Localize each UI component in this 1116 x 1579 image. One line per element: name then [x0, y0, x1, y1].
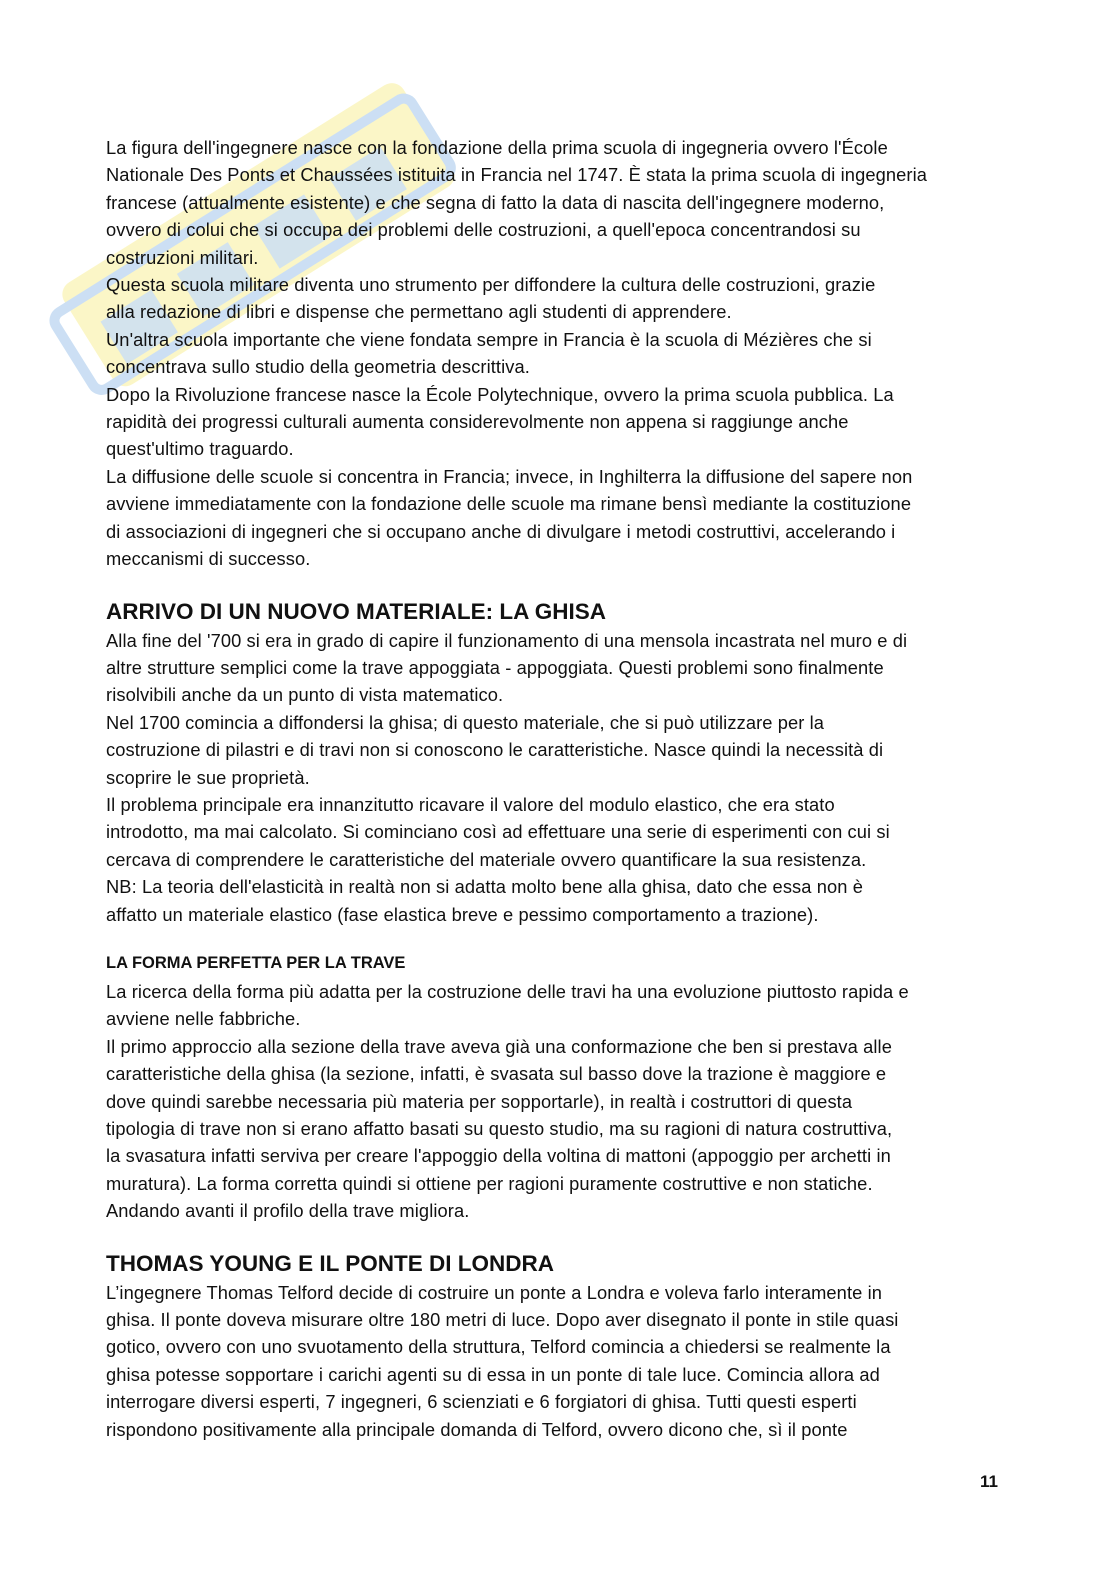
text-line: altre strutture semplici come la trave appoggiata - appoggiata. Questi problemi sono finalmente [106, 656, 884, 678]
text-line: Il primo approccio alla sezione della trave aveva già una conformazione che ben si prestava alle [106, 1035, 892, 1057]
text-line: scoprire le sue proprietà. [106, 766, 310, 788]
text-line: muratura). La forma corretta quindi si ottiene per ragioni puramente costruttive e non statiche. [106, 1172, 873, 1194]
section-young-body [106, 1279, 1006, 1443]
intro-paragraph [106, 134, 1006, 573]
text-line: La figura dell'ingegnere nasce con la fondazione della prima scuola di ingegneria ovvero l'École [106, 137, 888, 158]
section-heading-young: THOMAS YOUNG E IL PONTE DI LONDRA [106, 1250, 554, 1276]
page-content [106, 134, 1006, 1443]
text-line: interrogare diversi esperti, 7 ingegneri, 6 scienziati e 6 forgiatori di ghisa. Tutti questi esperti [106, 1391, 857, 1413]
subsection-heading-trave: LA FORMA PERFETTA PER LA TRAVE [106, 953, 406, 972]
text-line: dove quindi sarebbe necessaria più materia per sopportarle), in realtà i costruttori di questa [106, 1090, 853, 1112]
text-line: ovvero di colui che si occupa dei problemi delle costruzioni, a quell'epoca concentrandosi su [106, 219, 861, 241]
text-line: affatto un materiale elastico (fase elastica breve e pessimo comportamento a trazione). [106, 903, 819, 925]
text-line: L’ingegnere Thomas Telford decide di costruire un ponte a Londra e voleva farlo interamente in [106, 1281, 883, 1303]
text-line: Un'altra scuola importante che viene fondata sempre in Francia è la scuola di Mézières che si [106, 328, 872, 350]
text-line: avviene nelle fabbriche. [106, 1008, 301, 1030]
text-line: francese (attualmente esistente) e che segna di fatto la data di nascita dell'ingegnere moderno, [106, 191, 885, 213]
text-line: rispondono positivamente alla principale domanda di Telford, ovvero dicono che, sì il ponte [106, 1418, 848, 1440]
section-heading-ghisa: ARRIVO DI UN NUOVO MATERIALE: LA GHISA [106, 598, 606, 624]
text-line: di associazioni di ingegneri che si occupano anche di divulgare i metodi costruttivi, accelerando i [106, 520, 896, 542]
text-line: ghisa. Il ponte doveva misurare oltre 180 metri di luce. Dopo aver disegnato il ponte in stile quasi [106, 1309, 899, 1331]
text-line: avviene immediatamente con la fondazione delle scuole ma rimane bensì mediante la costituzione [106, 493, 912, 515]
section-ghisa-body [106, 627, 1006, 928]
subsection-trave-body [106, 978, 1006, 1225]
text-line: introdotto, ma mai calcolato. Si cominciano così ad effettuare una serie di esperimenti con cui si [106, 821, 890, 843]
text-line: Il problema principale era innanzitutto ricavare il valore del modulo elastico, che era stato [106, 793, 835, 815]
text-line: alla redazione di libri e dispense che permettano agli studenti di apprendere. [106, 301, 732, 323]
text-line: meccanismi di successo. [106, 548, 311, 570]
text-line: costruzione di pilastri e di travi non si conoscono le caratteristiche. Nasce quindi la necessità di [106, 739, 884, 761]
text-line: cercava di comprendere le caratteristiche del materiale ovvero quantificare la sua resistenza. [106, 848, 867, 870]
text-line: NB: La teoria dell'elasticità in realtà non si adatta molto bene alla ghisa, dato che essa non è [106, 876, 863, 898]
text-line: La diffusione delle scuole si concentra in Francia; invece, in Inghilterra la diffusione del sapere non [106, 465, 913, 487]
text-line: concentrava sullo studio della geometria descrittiva. [106, 356, 530, 378]
text-line: Nationale Des Ponts et Chaussées istituita in Francia nel 1747. È stata la prima scuola di ingegneria [106, 164, 928, 186]
text-line: rapidità dei progressi culturali aumenta considerevolmente non appena si raggiunge anche [106, 411, 849, 433]
text-line: Andando avanti il profilo della trave migliora. [106, 1200, 470, 1222]
text-line: Questa scuola militare diventa uno strumento per diffondere la cultura delle costruzioni, grazie [106, 274, 876, 296]
text-line: tipologia di trave non si erano affatto basati su questo studio, ma su ragioni di natura costruttiva, [106, 1118, 893, 1139]
text-line: Nel 1700 comincia a diffondersi la ghisa; di questo materiale, che si può utilizzare per la [106, 711, 825, 733]
page-number: 11 [980, 1472, 998, 1491]
text-line: gotico, ovvero con uno svuotamento della struttura, Telford comincia a chiedersi se realmente la [106, 1336, 891, 1358]
text-line: caratteristiche della ghisa (la sezione, infatti, è svasata sul basso dove la trazione è maggiore e [106, 1063, 887, 1085]
text-line: costruzioni militari. [106, 246, 259, 268]
text-line: Alla fine del '700 si era in grado di capire il funzionamento di una mensola incastrata nel muro e di [106, 629, 908, 651]
text-line: risolvibili anche da un punto di vista matematico. [106, 684, 504, 706]
text-line: la svasatura infatti serviva per creare l'appoggio della voltina di mattoni (appoggio per archetti in [106, 1145, 891, 1167]
text-line: Dopo la Rivoluzione francese nasce la École Polytechnique, ovvero la prima scuola pubblica. La [106, 383, 894, 405]
text-line: La ricerca della forma più adatta per la costruzione delle travi ha una evoluzione piuttosto rapida e [106, 980, 909, 1002]
text-line: quest'ultimo traguardo. [106, 438, 294, 460]
text-line: ghisa potesse sopportare i carichi agenti su di essa in un ponte di tale luce. Comincia allora ad [106, 1363, 880, 1385]
